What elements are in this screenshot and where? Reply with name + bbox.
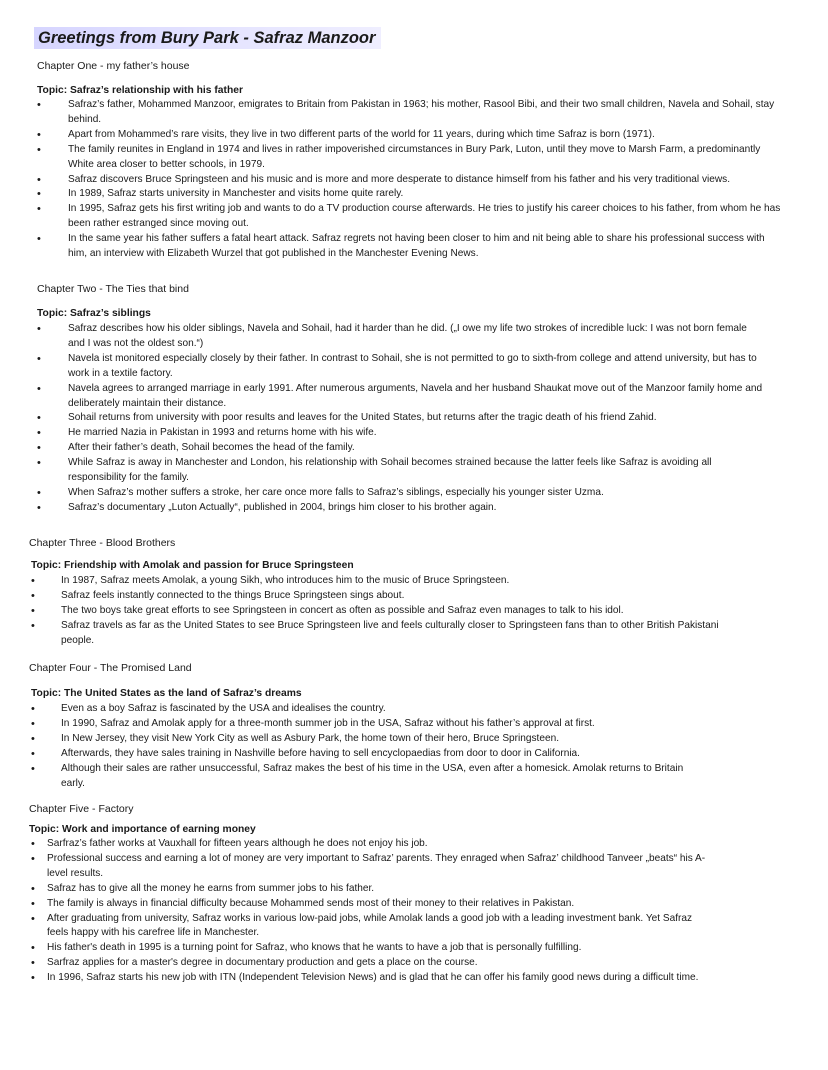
- chapter-topic: Topic: The United States as the land of Safraz’s dreams: [31, 688, 302, 699]
- list-item: • In 1995, Safraz gets his first writing job and wants to do a TV production course afterwards. He tries to justify his career choices to his father, from whom he has been rather estranged since moving out.: [36, 202, 786, 232]
- list-item: • In New Jersey, they visit New York City as well as Asbury Park, the home town of their hero, Bruce Springsteen.: [29, 732, 709, 747]
- list-item: • The two boys take great efforts to see Springsteen in concert as often as possible and Safraz even manages to talk to his idol.: [29, 604, 729, 619]
- list-item: • Sarfraz’s father works at Vauxhall for fifteen years although he does not enjoy his job.: [29, 837, 709, 852]
- list-item: • In the same year his father suffers a fatal heart attack. Safraz regrets not having been closer to him and nit being able to share his professional success with him, an interview with Elizabeth Wurzel that got published in the Manchester Evening News.: [36, 232, 786, 262]
- list-item: • Even as a boy Safraz is fascinated by the USA and idealises the country.: [29, 702, 709, 717]
- chapter-topic: Topic: Work and importance of earning money: [29, 824, 256, 835]
- bullet-list: [29, 702, 709, 791]
- bullet-list: [36, 322, 766, 516]
- list-item: • Sarfraz applies for a master's degree in documentary production and gets a place on the course.: [29, 956, 709, 971]
- list-item: • Navela ist monitored especially closely by their father. In contrast to Sohail, she is not permitted to go to sixth-from college and attend university, but has to work in a textile factory.: [36, 352, 766, 382]
- list-item: • His father's death in 1995 is a turning point for Safraz, who knows that he wants to have a job that is personally fulfilling.: [29, 941, 709, 956]
- list-item: • Safraz has to give all the money he earns from summer jobs to his father.: [29, 882, 709, 897]
- list-item: • Safraz travels as far as the United States to see Bruce Springsteen live and feels culturally closer to Springsteen fans than to other British Pakistani people.: [29, 619, 729, 649]
- bullet-list: [36, 98, 786, 262]
- list-item: • After graduating from university, Safraz works in various low-paid jobs, while Amolak lands a good job with a leading investment bank. Yet Safraz feels happy with his carefree life in Manchester.: [29, 912, 709, 942]
- page-title: Greetings from Bury Park - Safraz Manzoor: [34, 27, 381, 49]
- list-item: • He married Nazia in Pakistan in 1993 and returns home with his wife.: [36, 426, 766, 441]
- chapter-heading: Chapter One - my father’s house: [37, 60, 190, 72]
- list-item: • Professional success and earning a lot of money are very important to Safraz’ parents. They enraged when Safraz’ childhood Tanveer „beats“ his A-level results.: [29, 852, 709, 882]
- list-item: • Safraz’s father, Mohammed Manzoor, emigrates to Britain from Pakistan in 1963; his mother, Rasool Bibi, and their two small children, Navela and Sohail, stay behind.: [36, 98, 786, 128]
- list-item: • Although their sales are rather unsuccessful, Safraz makes the best of his time in the USA, even after a homesick. Amolak returns to Britain early.: [29, 762, 709, 792]
- list-item: • In 1987, Safraz meets Amolak, a young Sikh, who introduces him to the music of Bruce Springsteen.: [29, 574, 729, 589]
- list-item: • The family is always in financial difficulty because Mohammed sends most of their money to their relatives in Pakistan.: [29, 897, 709, 912]
- chapter-heading: Chapter Two - The Ties that bind: [37, 283, 189, 295]
- list-item: • In 1996, Safraz starts his new job with ITN (Independent Television News) and is glad that he can offer his family good news during a difficult time.: [29, 971, 709, 986]
- chapter-topic: Topic: Safraz’s relationship with his father: [37, 85, 243, 96]
- list-item: • Safraz describes how his older siblings, Navela and Sohail, had it harder than he did. („I owe my life two strokes of incredible luck: I was not born female and I was not the oldest son.“): [36, 322, 766, 352]
- list-item: • Navela agrees to arranged marriage in early 1991. After numerous arguments, Navela and her husband Shaukat move out of the Manzoor family home and deliberately maintain their distance.: [36, 382, 766, 412]
- bullet-list: [29, 837, 709, 986]
- list-item: • When Safraz’s mother suffers a stroke, her care once more falls to Safraz’s siblings, especially his younger sister Uzma.: [36, 486, 766, 501]
- chapter-topic: Topic: Safraz’s siblings: [37, 308, 151, 319]
- list-item: • Afterwards, they have sales training in Nashville before having to sell encyclopaedias from door to door in California.: [29, 747, 709, 762]
- chapter-topic: Topic: Friendship with Amolak and passion for Bruce Springsteen: [31, 560, 354, 571]
- list-item: • After their father’s death, Sohail becomes the head of the family.: [36, 441, 766, 456]
- list-item: • Safraz feels instantly connected to the things Bruce Springsteen sings about.: [29, 589, 729, 604]
- list-item: • Safraz’s documentary „Luton Actually“, published in 2004, brings him closer to his brother again.: [36, 501, 766, 516]
- list-item: • The family reunites in England in 1974 and lives in rather impoverished circumstances in Bury Park, Luton, until they move to Marsh Farm, a predominantly White area closer to better schools, in 1979.: [36, 143, 786, 173]
- list-item: • In 1990, Safraz and Amolak apply for a three-month summer job in the USA, Safraz without his father’s approval at first.: [29, 717, 709, 732]
- list-item: • Sohail returns from university with poor results and leaves for the United States, but returns after the tragic death of his friend Zahid.: [36, 411, 766, 426]
- list-item: • While Safraz is away in Manchester and London, his relationship with Sohail becomes strained because the latter feels like Safraz is avoiding all responsibility for the family.: [36, 456, 766, 486]
- list-item: • In 1989, Safraz starts university in Manchester and visits home quite rarely.: [36, 187, 786, 202]
- bullet-list: [29, 574, 729, 649]
- list-item: • Apart from Mohammed’s rare visits, they live in two different parts of the world for 11 years, during which time Safraz is born (1971).: [36, 128, 786, 143]
- list-item: • Safraz discovers Bruce Springsteen and his music and is more and more desperate to distance himself from his father and his very traditional views.: [36, 173, 786, 188]
- chapter-heading: Chapter Three - Blood Brothers: [29, 537, 176, 549]
- chapter-heading: Chapter Five - Factory: [29, 803, 134, 815]
- chapter-heading: Chapter Four - The Promised Land: [29, 662, 192, 674]
